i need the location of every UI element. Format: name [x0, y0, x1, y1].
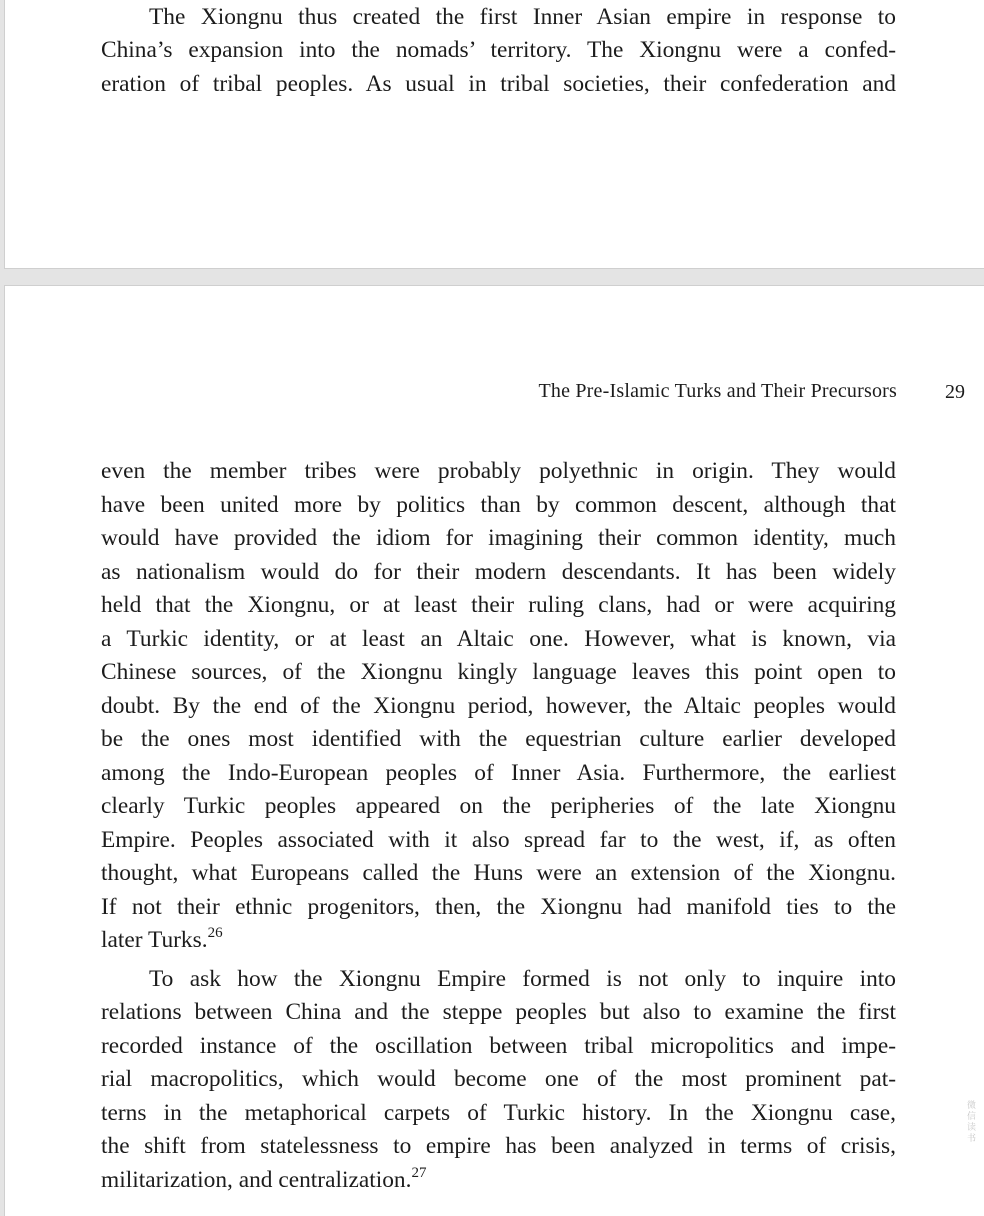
text-line: be the ones most identified with the equestrian culture earlier developed [101, 726, 896, 752]
text-line: If not their ethnic progenitors, then, the Xiongnu had manifold ties to the [101, 893, 896, 920]
previous-page-text [101, 0, 896, 101]
footnote-ref[interactable]: 26 [207, 925, 223, 942]
text-line: as nationalism would do for their modern descendants. It has been widely [101, 558, 896, 585]
paragraph [101, 963, 896, 1198]
body-text [101, 455, 896, 1197]
text-line: the shift from statelessness to empire has been analyzed in terms of crisis, [101, 1133, 896, 1159]
page-number: 29 [945, 381, 965, 403]
text-line: thought, what Europeans called the Huns were an extension of the Xiongnu. [101, 860, 896, 886]
text-line: clearly Turkic peoples appeared on the peripheries of the late Xiongnu [101, 793, 896, 819]
text-line: relations between China and the steppe peoples but also to examine the first [101, 999, 896, 1025]
paragraph [101, 455, 896, 958]
text-line: would have provided the idiom for imagining their common identity, much [101, 525, 896, 551]
text-line: China’s expansion into the nomads’ territory. The Xiongnu were a confed- [101, 37, 896, 63]
text-line: recorded instance of the oscillation between tribal micropolitics and impe- [101, 1032, 896, 1059]
text-line [101, 1164, 896, 1198]
last-line-text: later Turks. [101, 927, 208, 953]
last-line-text: militarization, and centralization. [101, 1166, 412, 1193]
text-line: held that the Xiongnu, or at least their ruling clans, had or were acquiring [101, 592, 896, 618]
watermark: 微信读书 [967, 1100, 977, 1143]
text-line: doubt. By the end of the Xiongnu period, however, the Altaic peoples would [101, 692, 896, 719]
text-line: even the member tribes were probably polyethnic in origin. They would [101, 458, 896, 484]
previous-page [4, 0, 984, 269]
text-line: a Turkic identity, or at least an Altaic one. However, what is known, via [101, 625, 896, 652]
text-line: rial macropolitics, which would become one of the most prominent pat- [101, 1066, 896, 1092]
text-line: eration of tribal peoples. As usual in tribal societies, their confederation and [101, 70, 896, 97]
current-page [4, 285, 984, 1216]
text-line: have been united more by politics than by common descent, although that [101, 491, 896, 518]
text-line: To ask how the Xiongnu Empire formed is not only to inquire into [149, 965, 896, 992]
text-line: The Xiongnu thus created the first Inner Asian empire in response to [149, 3, 896, 30]
footnote-ref[interactable]: 27 [411, 1164, 427, 1181]
running-head: The Pre-Islamic Turks and Their Precursors [538, 380, 897, 402]
text-line [101, 924, 896, 958]
text-line: terns in the metaphorical carpets of Turkic history. In the Xiongnu case, [101, 1099, 896, 1126]
text-line: among the Indo-European peoples of Inner Asia. Furthermore, the earliest [101, 759, 896, 786]
text-line: Chinese sources, of the Xiongnu kingly language leaves this point open to [101, 659, 896, 685]
text-line: Empire. Peoples associated with it also spread far to the west, if, as often [101, 826, 896, 853]
